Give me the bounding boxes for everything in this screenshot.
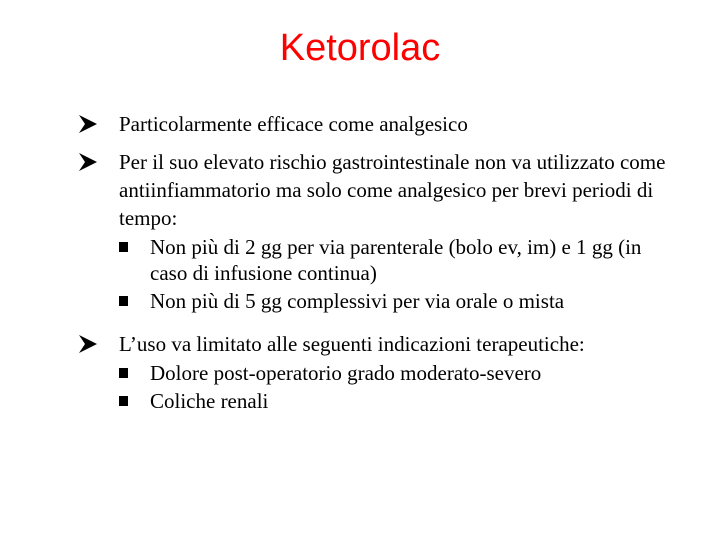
square-bullet-icon	[119, 242, 128, 252]
slide-title: Ketorolac	[279, 27, 441, 69]
bullet-text: Particolarmente efficace come analgesico	[119, 112, 468, 136]
arrowhead-icon	[78, 114, 98, 134]
square-bullet-icon	[119, 396, 128, 406]
bullet-item	[78, 148, 678, 314]
sub-bullet-text: Non più di 5 gg complessivi per via orale o mista	[150, 289, 565, 313]
sub-bullet-item	[119, 360, 678, 386]
arrowhead-icon	[78, 152, 98, 172]
square-bullet-icon	[119, 368, 128, 378]
arrowhead-icon	[78, 334, 98, 354]
bullet-list	[78, 110, 678, 424]
bullet-text: L’uso va limitato alle seguenti indicazioni terapeutiche:	[119, 332, 585, 356]
sub-bullet-item	[119, 234, 678, 286]
sub-bullet-item	[119, 388, 678, 414]
bullet-text: Per il suo elevato rischio gastrointestinale non va utilizzato come antiinfiammatorio ma solo come analgesico per brevi periodi di tempo:	[119, 150, 666, 230]
sub-bullet-text: Dolore post-operatorio grado moderato-severo	[150, 361, 542, 385]
sub-bullet-text: Coliche renali	[150, 389, 269, 413]
sub-bullet-item	[119, 288, 678, 314]
bullet-item	[78, 330, 678, 414]
bullet-item	[78, 110, 678, 138]
square-bullet-icon	[119, 296, 128, 306]
sub-bullet-text: Non più di 2 gg per via parenterale (bolo ev, im) e 1 gg (in caso di infusione continua)	[150, 235, 642, 285]
